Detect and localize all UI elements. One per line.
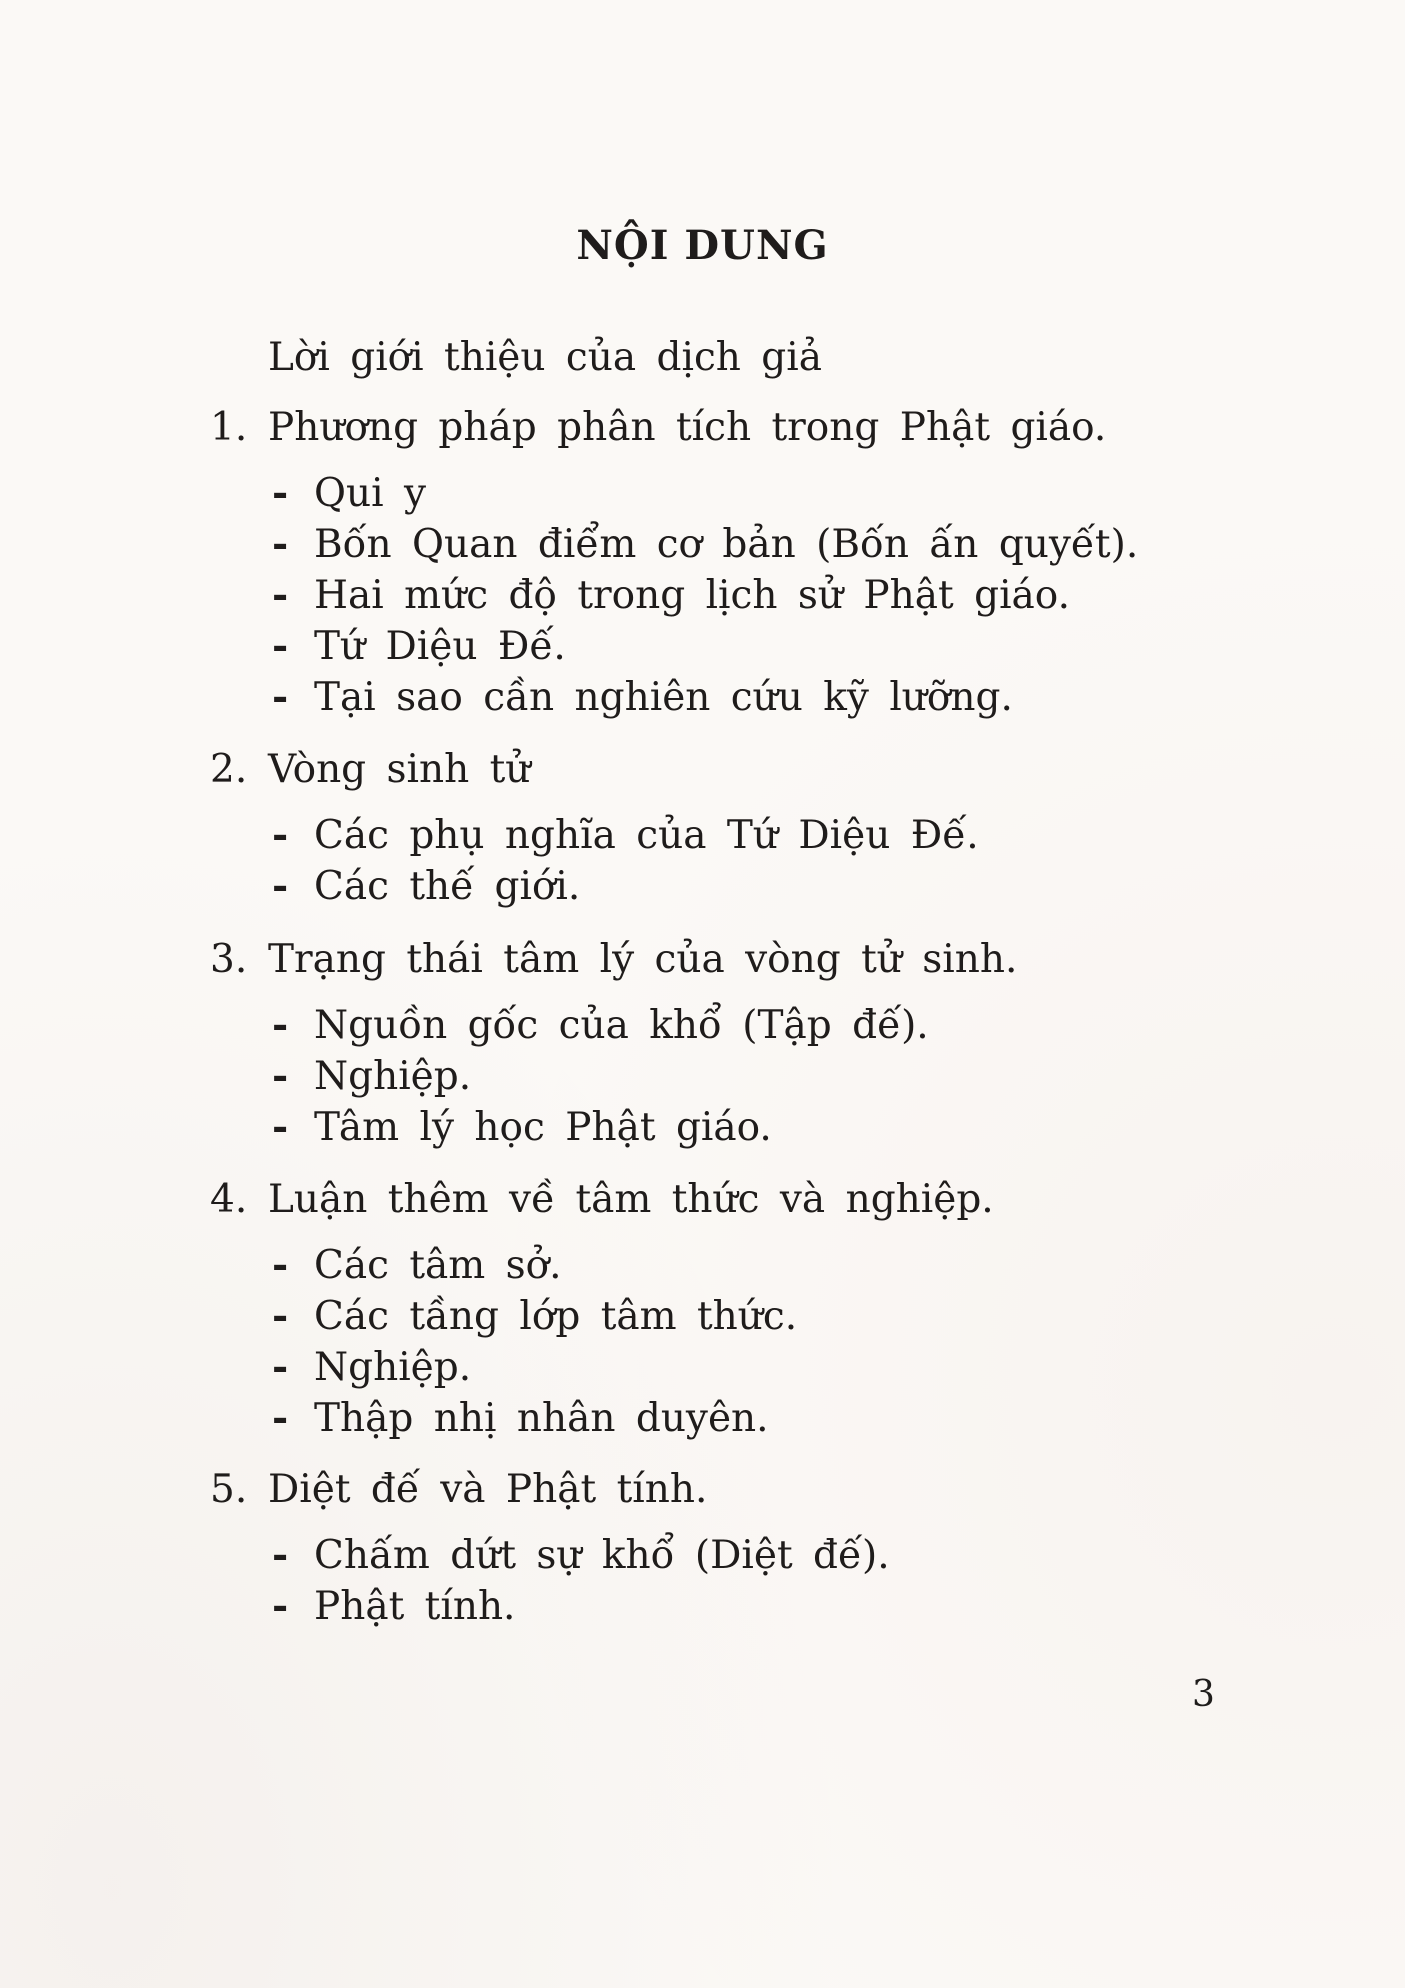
subsection-entry (272, 1344, 472, 1390)
bullet-dash: - (272, 1002, 289, 1048)
subsection-entry (272, 674, 1013, 720)
bullet-dash: - (272, 812, 289, 858)
subsection-entry (272, 470, 426, 516)
subsection-entry (272, 623, 566, 669)
section-number: 4. (210, 1177, 248, 1222)
page-title: NỘI DUNG (576, 222, 829, 269)
section-number: 1. (210, 405, 248, 450)
subsection-entry (272, 1053, 472, 1099)
bullet-dash: - (272, 623, 289, 669)
section-number: 5. (210, 1467, 248, 1512)
section-entry (210, 747, 531, 792)
bullet-dash: - (272, 470, 289, 516)
bullet-dash: - (272, 1583, 289, 1629)
bullet-dash: - (272, 1395, 289, 1441)
subsection-label: Phật tính. (314, 1584, 516, 1629)
section-title: Phương pháp phân tích trong Phật giáo. (268, 405, 1107, 450)
bullet-dash: - (272, 1053, 289, 1099)
subsection-entry (272, 521, 1139, 567)
subsection-entry (272, 1293, 798, 1339)
bullet-dash: - (272, 572, 289, 618)
section-entry (210, 1467, 708, 1512)
subsection-entry (272, 1532, 890, 1578)
subsection-entry (272, 1242, 562, 1288)
subsection-label: Tâm lý học Phật giáo. (314, 1105, 772, 1150)
subsection-entry (272, 812, 979, 858)
bullet-dash: - (272, 863, 289, 909)
section-title: Vòng sinh tử (268, 747, 531, 792)
page-number: 3 (1192, 1674, 1215, 1715)
subsection-label: Các thế giới. (314, 864, 581, 909)
subsection-label: Các tâm sở. (314, 1243, 562, 1288)
section-title: Trạng thái tâm lý của vòng tử sinh. (268, 937, 1018, 982)
subsection-label: Hai mức độ trong lịch sử Phật giáo. (314, 573, 1070, 618)
subsection-entry (272, 1583, 516, 1629)
section-number: 3. (210, 937, 248, 982)
bullet-dash: - (272, 521, 289, 567)
subsection-label: Tứ Diệu Đế. (314, 624, 566, 669)
bullet-dash: - (272, 674, 289, 720)
bullet-dash: - (272, 1344, 289, 1390)
bullet-dash: - (272, 1532, 289, 1578)
subsection-label: Qui y (314, 471, 426, 516)
bullet-dash: - (272, 1242, 289, 1288)
subsection-entry (272, 863, 581, 909)
subsection-label: Các phụ nghĩa của Tứ Diệu Đế. (314, 813, 979, 858)
subsection-label: Nguồn gốc của khổ (Tập đế). (314, 1003, 929, 1048)
subsection-entry (272, 572, 1070, 618)
subsection-label: Bốn Quan điểm cơ bản (Bốn ấn quyết). (314, 522, 1139, 567)
subsection-entry (272, 1395, 769, 1441)
section-entry (210, 405, 1107, 450)
subsection-label: Các tầng lớp tâm thức. (314, 1294, 798, 1339)
section-title: Luận thêm về tâm thức và nghiệp. (268, 1177, 994, 1222)
section-title: Diệt đế và Phật tính. (268, 1467, 708, 1512)
intro-entry: Lời giới thiệu của dịch giả (268, 335, 822, 380)
subsection-entry (272, 1002, 929, 1048)
section-entry (210, 1177, 994, 1222)
section-number: 2. (210, 747, 248, 792)
section-entry (210, 937, 1018, 982)
bullet-dash: - (272, 1104, 289, 1150)
subsection-label: Chấm dứt sự khổ (Diệt đế). (314, 1533, 890, 1578)
subsection-label: Nghiệp. (314, 1054, 472, 1099)
subsection-label: Tại sao cần nghiên cứu kỹ lưỡng. (314, 675, 1013, 720)
subsection-label: Nghiệp. (314, 1345, 472, 1390)
subsection-label: Thập nhị nhân duyên. (314, 1396, 769, 1441)
subsection-entry (272, 1104, 772, 1150)
bullet-dash: - (272, 1293, 289, 1339)
